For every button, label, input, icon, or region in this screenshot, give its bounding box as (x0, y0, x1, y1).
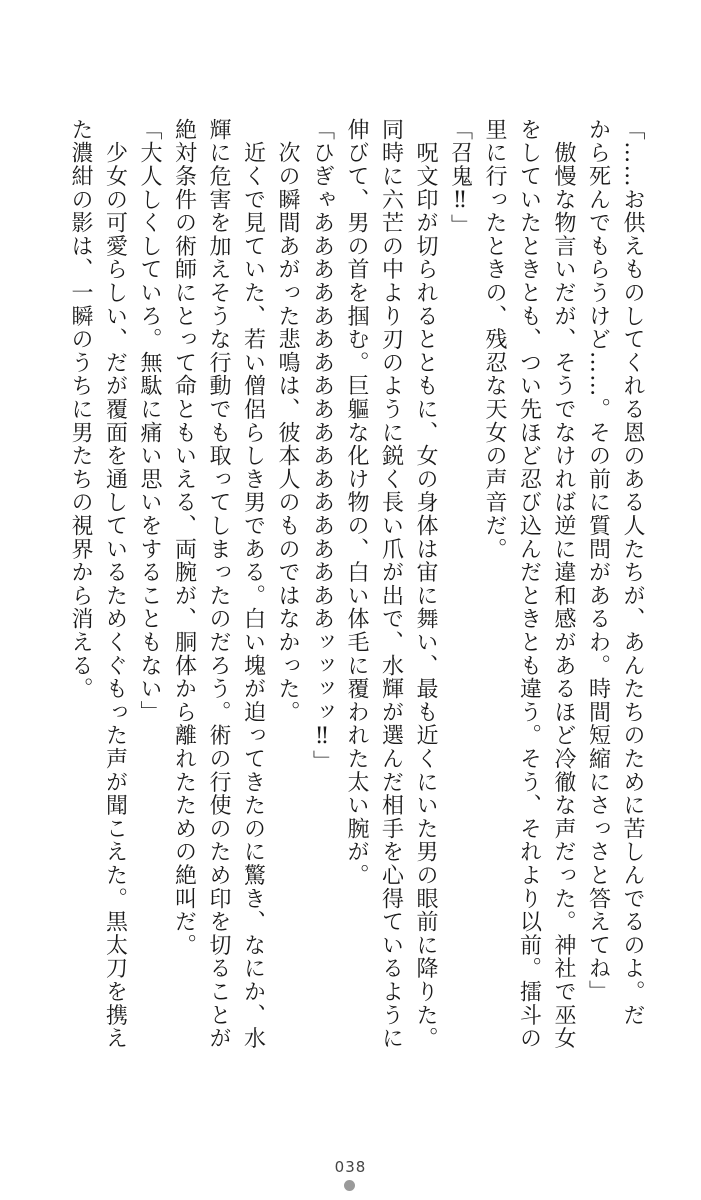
text-line: 近くで見ていた、若い僧侶らしき男である。白い塊が迫ってきたのに驚き、なにか、水 (240, 118, 266, 1050)
text-line: 呪文印が切られるとともに、女の身体は宙に舞い、最も近くにいた男の眼前に降りた。 (413, 118, 438, 1050)
text-line: 「召鬼‼」 (447, 118, 473, 238)
text-line: 「……お供えものしてくれる恩のある人たちが、あんたちのために苦しんでるのよ。だ (620, 118, 645, 1027)
vertical-body-text (63, 118, 650, 1098)
text-line: をしていたときとも、つい先ほど忍び込んだときとも違う。そう、それより以前。擂斗の (516, 118, 542, 1050)
text-line: 里に行ったときの、残忍な天女の声音だ。 (482, 118, 507, 561)
text-line: から死んでもらうけど……。その前に質問があるわ。時間短縮にさっさと答えてね」 (585, 118, 611, 1004)
text-line: 少女の可愛らしい、だが覆面を通しているためくぐもった声が聞こえた。黒太刀を携え (102, 118, 128, 1050)
text-line: 「大人しくしていろ。無駄に痛い思いをすることもない」 (137, 118, 162, 724)
text-line: 絶対条件の術師にとって命ともいえる、両腕が、胴体から離れたための絶叫だ。 (171, 118, 197, 957)
page-number: 038 (334, 1158, 367, 1176)
text-line: 「ひぎゃああああああああああああああああああッッッッ‼」 (309, 118, 335, 774)
text-line: 同時に六芒の中より刃のように鋭く長い爪が出で、水輝が選んだ相手を心得ているように (378, 118, 404, 1050)
page-ornament-dot-icon (344, 1180, 355, 1191)
text-line: 傲慢な物言いだが、そうでなければ逆に違和感があるほど冷徹な声だった。神社で巫女 (551, 118, 576, 1050)
text-line: 伸びて、男の首を掴む。巨軀な化け物の、白い体毛に覆われた太い腕が。 (344, 118, 369, 887)
text-line: 輝に危害を加えそうな行動でも取ってしまったのだろう。術の行使のため印を切ることが (206, 118, 231, 1050)
text-line: 次の瞬間あがった悲鳴は、彼本人のものではなかった。 (275, 118, 300, 724)
text-line: た濃紺の影は、一瞬のうちに男たちの視界から消える。 (68, 118, 93, 701)
